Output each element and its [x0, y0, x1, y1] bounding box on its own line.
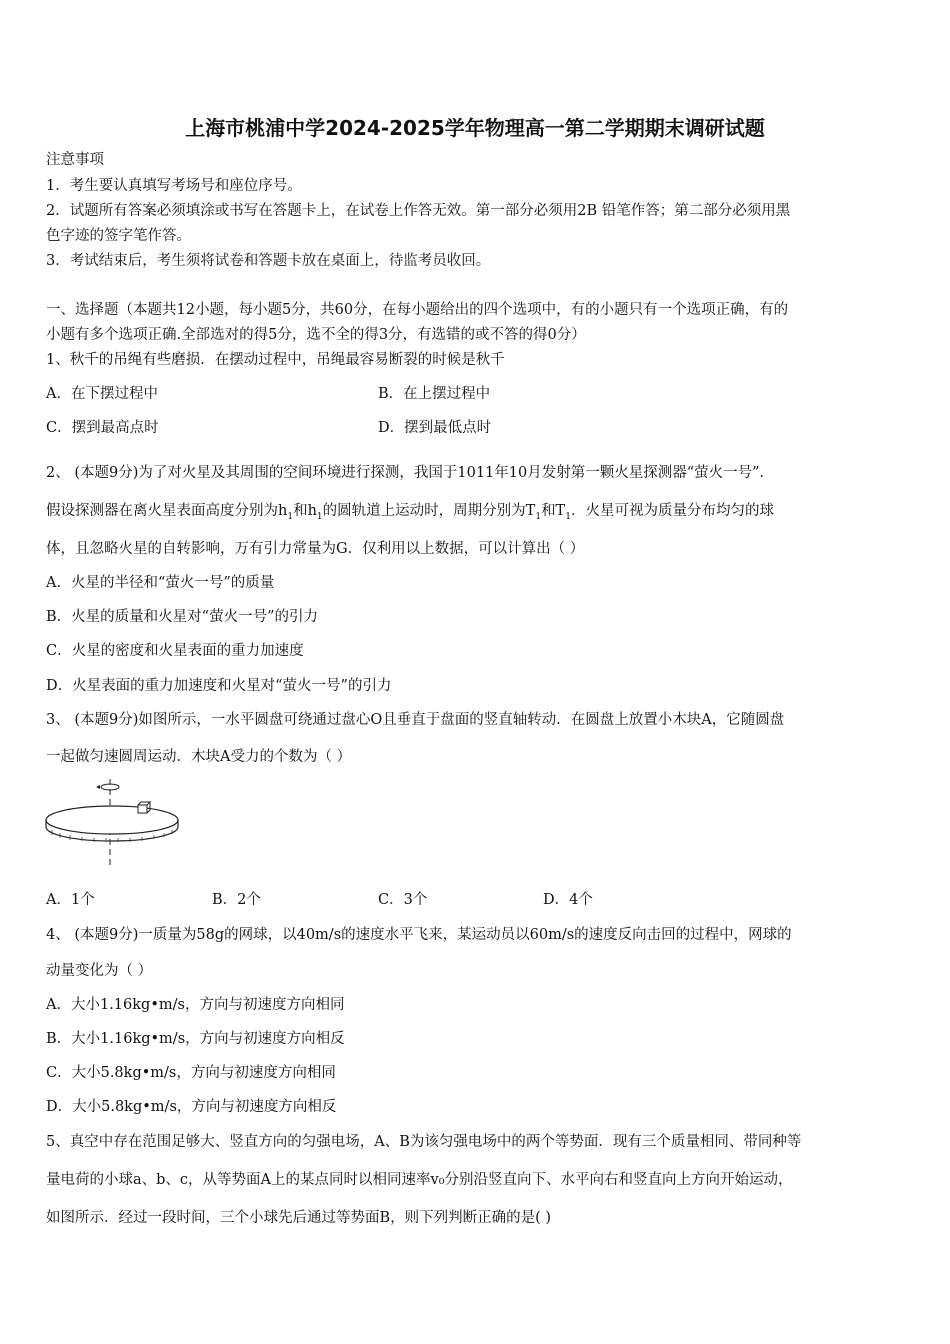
question-5-line: 5、真空中存在范围足够大、竖直方向的匀强电场，A、B为该匀强电场中的两个等势面．现有三个质量相同、带同种等 [46, 1134, 802, 1150]
q1-option-a: A．在下摆过程中 [46, 386, 158, 402]
question-4-line: 动量变化为（ ） [46, 963, 153, 979]
q2-option-c: C．火星的密度和火星表面的重力加速度 [46, 643, 304, 659]
section-heading: 一、选择题（本题共12小题，每小题5分，共60分，在每小题给出的四个选项中，有的小题只有一个选项正确，有的 [46, 302, 789, 318]
note-item: 1．考生要认真填写考场号和座位序号。 [46, 178, 302, 194]
note-item: 3．考试结束后，考生须将试卷和答题卡放在桌面上，待监考员收回。 [46, 253, 491, 269]
disc-top [46, 806, 178, 834]
question-5-line: 量电荷的小球a、b、c，从等势面A上的某点同时以相同速率v₀分别沿竖直向下、水平向右和竖直向上方向开始运动， [46, 1172, 793, 1188]
note-item: 色字迹的签字笔作答。 [46, 228, 191, 244]
page-title: 上海市桃浦中学2024-2025学年物理高一第二学期期末调研试题 [185, 116, 765, 140]
notes-heading: 注意事项 [46, 152, 104, 168]
question-1-stem: 1、秋千的吊绳有些磨损．在摆动过程中，吊绳最容易断裂的时候是秋千 [46, 352, 505, 368]
q2-text: 和T [541, 503, 566, 519]
q4-option-d: D．大小5.8kg•m/s，方向与初速度方向相反 [46, 1099, 337, 1115]
q4-option-c: C．大小5.8kg•m/s，方向与初速度方向相同 [46, 1065, 336, 1081]
q3-option-b: B．2个 [212, 892, 261, 908]
question-3-line: 3、 (本题9分)如图所示，一水平圆盘可绕通过盘心O且垂直于盘面的竖直轴转动．在圆盘上放置小木块A，它随圆盘 [46, 712, 785, 728]
question-2-line: 2、 (本题9分)为了对火星及其周围的空间环境进行探测，我国于1011年10月发射第一颗火星探测器“萤火一号”． [46, 465, 775, 481]
question-4-line: 4、 (本题9分)一质量为58g的网球，以40m/s的速度水平飞来，某运动员以60m/s的速度反向击回的过程中，网球的 [46, 927, 792, 943]
question-5-line: 如图所示．经过一段时间，三个小球先后通过等势面B，则下列判断正确的是( ) [46, 1210, 552, 1226]
q2-text: 假设探测器在离火星表面高度分别为h [46, 503, 288, 519]
q2-subscript: 1 [535, 511, 542, 522]
q2-option-b: B．火星的质量和火星对“萤火一号”的引力 [46, 609, 318, 625]
arrowhead-icon [96, 785, 100, 789]
q2-subscript: 1 [287, 511, 294, 522]
question-3-line: 一起做匀速圆周运动．木块A受力的个数为（ ） [46, 749, 352, 765]
q2-option-d: D．火星表面的重力加速度和火星对“萤火一号”的引力 [46, 678, 392, 694]
question-2-line: 体，且忽略火星的自转影响，万有引力常量为G．仅利用以上数据，可以计算出（ ） [46, 541, 585, 557]
question-2-line [46, 501, 774, 527]
q3-option-d: D．4个 [543, 892, 593, 908]
q4-option-a: A．大小1.16kg•m/s，方向与初速度方向相同 [46, 997, 345, 1013]
q2-subscript: 1 [565, 511, 571, 522]
q1-option-c: C．摆到最高点时 [46, 420, 159, 436]
q4-option-b: B．大小1.16kg•m/s，方向与初速度方向相反 [46, 1031, 345, 1047]
q1-option-d: D．摆到最低点时 [378, 420, 492, 436]
wood-block [138, 805, 147, 813]
q3-option-c: C．3个 [378, 892, 428, 908]
q2-option-a: A．火星的半径和“萤火一号”的质量 [46, 575, 275, 591]
rotating-disc-figure [44, 775, 184, 870]
q3-option-a: A．1个 [46, 892, 95, 908]
q2-subscript: 1 [316, 511, 323, 522]
q2-text: 的圆轨道上运动时，周期分别为T [322, 503, 536, 519]
note-item: 2．试题所有答案必须填涂或书写在答题卡上，在试卷上作答无效。第一部分必须用2B 铅笔作答；第二部分必须用黑 [46, 203, 791, 219]
section-heading-cont: 小题有多个选项正确.全部选对的得5分，选不全的得3分，有选错的或不答的得0分） [46, 327, 586, 343]
q1-option-b: B．在上摆过程中 [378, 386, 491, 402]
q2-text: ．火星可视为质量分布均匀的球 [570, 503, 774, 519]
q2-text: 和h [293, 503, 317, 519]
